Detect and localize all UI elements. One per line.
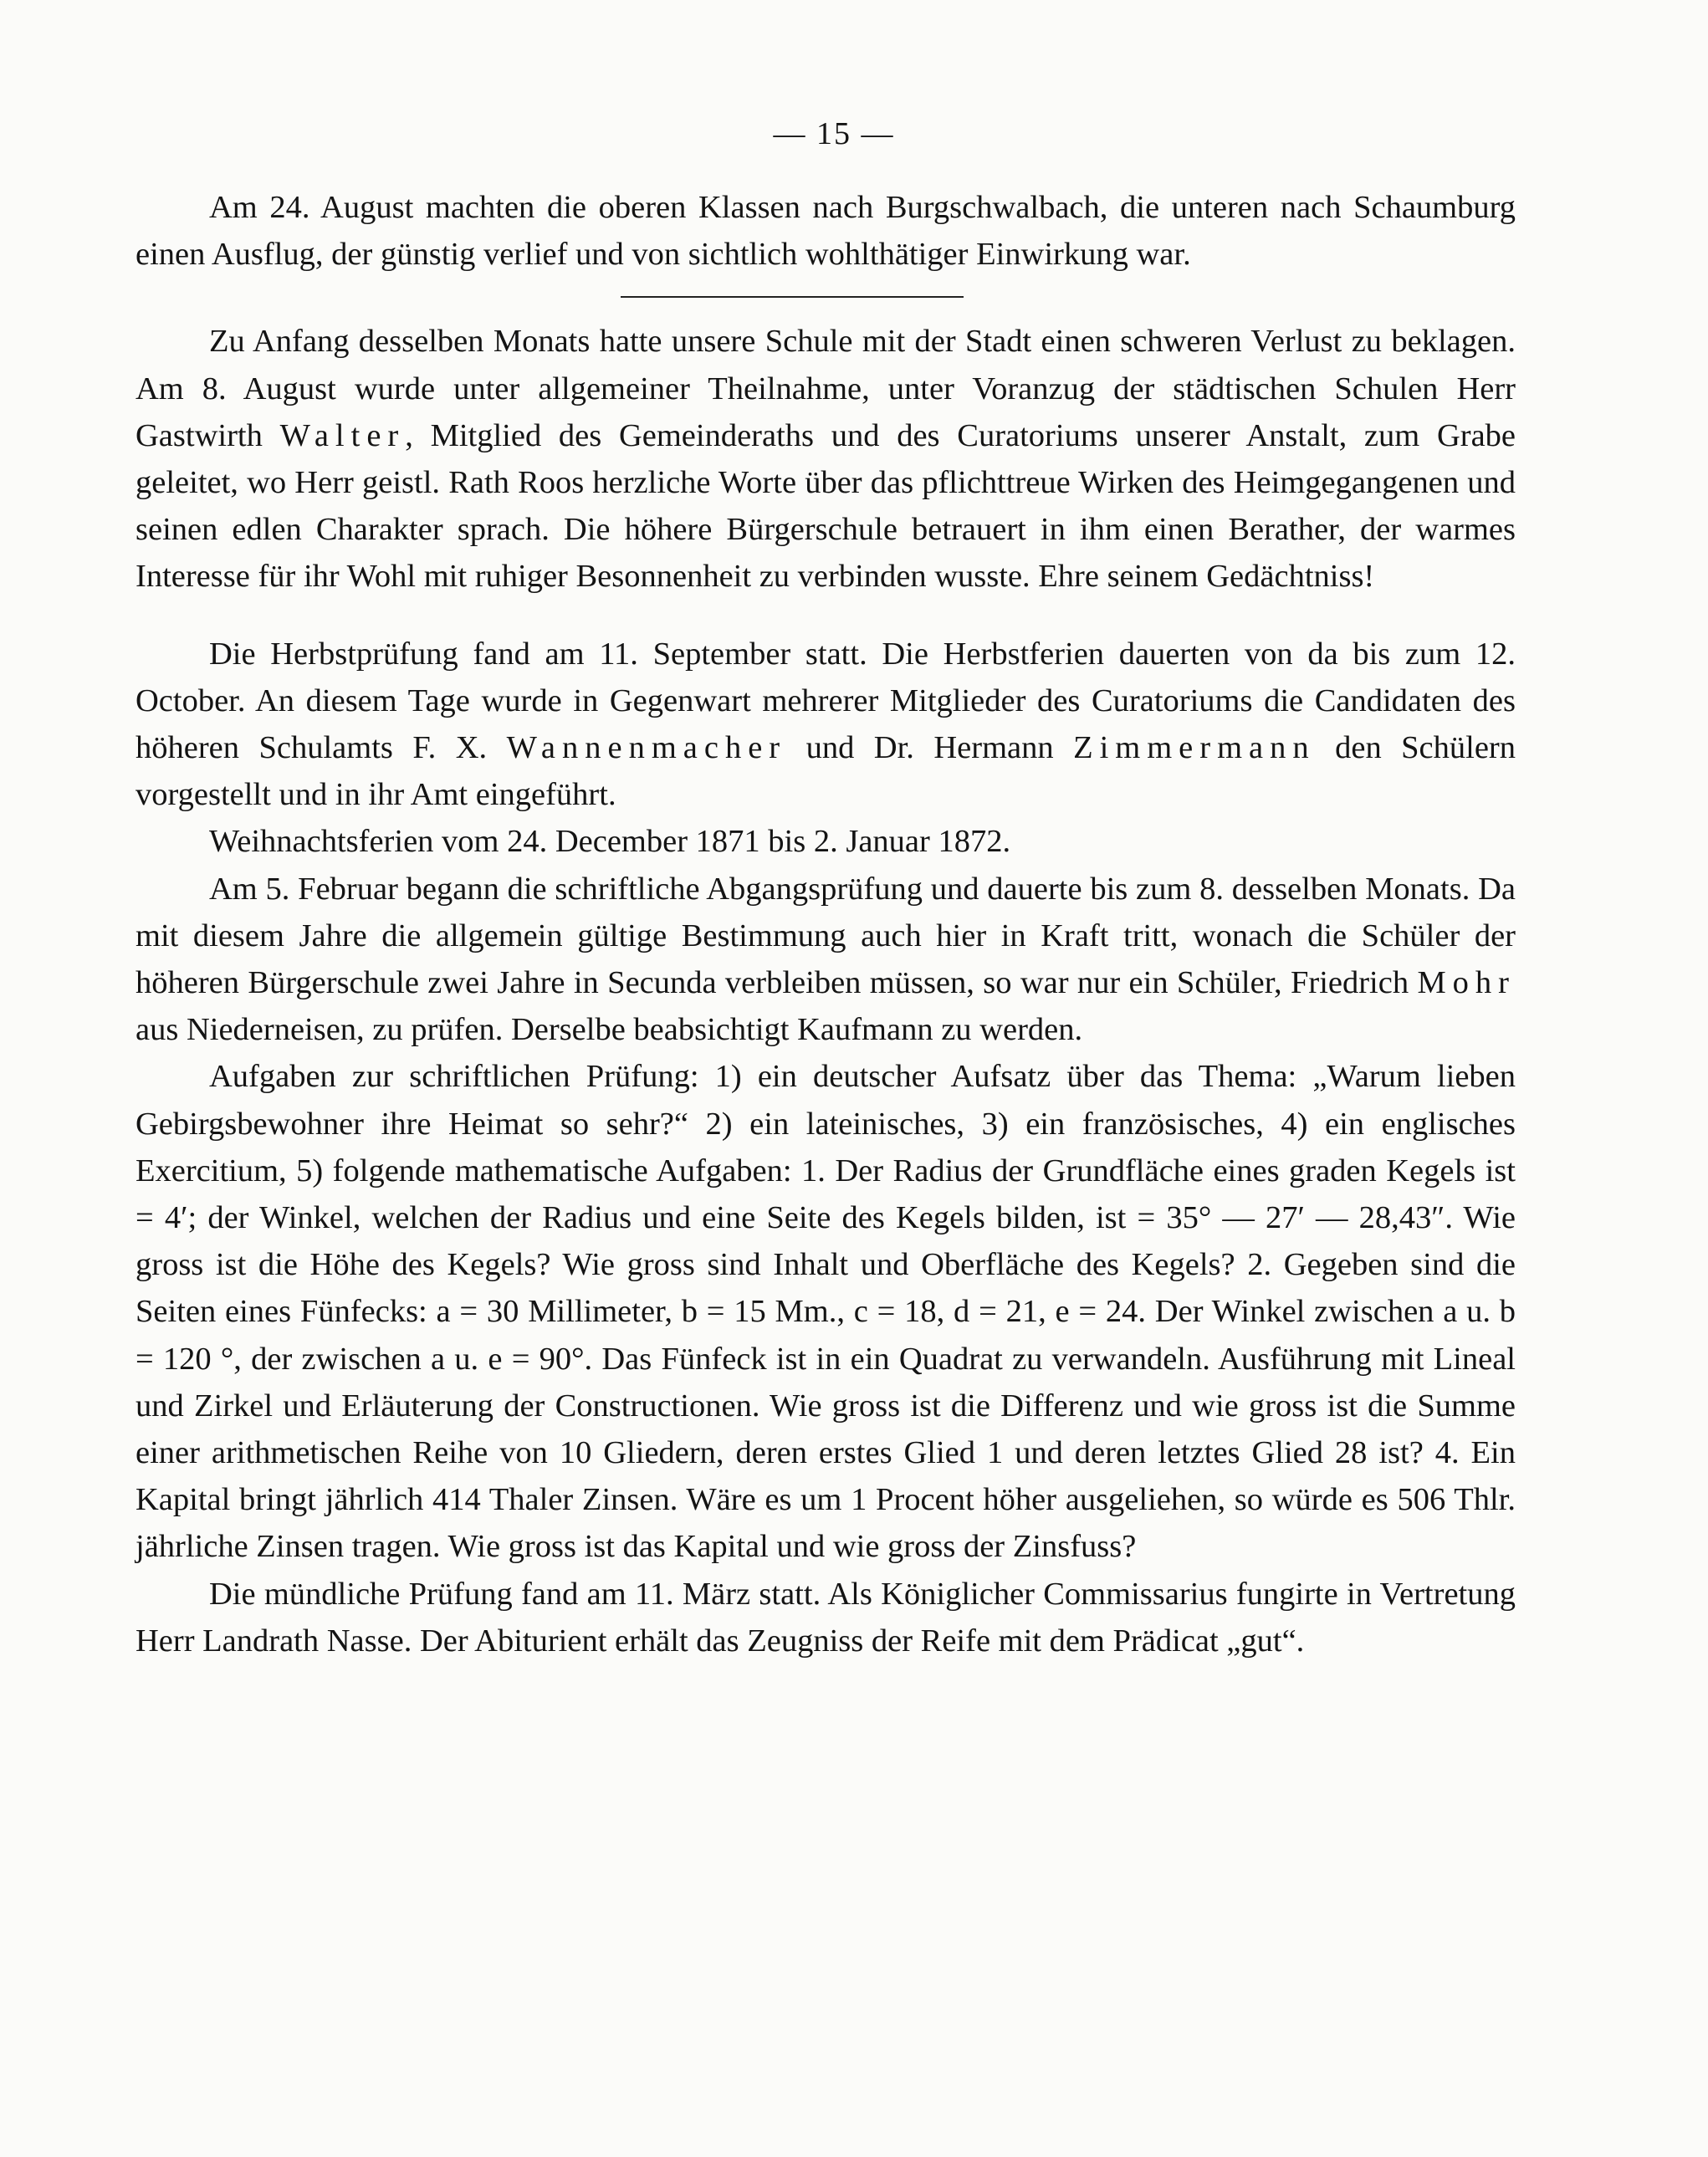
spaced-name-zimmermann: Zimmermann: [1073, 730, 1316, 766]
paragraph-exam-tasks: Aufgaben zur schriftlichen Prüfung: 1) ein deutscher Aufsatz über das Thema: „Warum lieben Gebirgsbewohner ihre Heimat so sehr?“ 2) ein lateinisches, 3) ein französisches, 4) ein englisches Exercitium, 5) folgende mathematische Aufgaben: 1. Der Radius der Grundfläche eines graden Kegels ist = 4′; der Winkel, welchen der Radius und eine Seite des Kegels bilden, ist = 35° — 27′ — 28,43″. Wie gross ist die Höhe des Kegels? Wie gross sind Inhalt und Oberfläche des Kegels? 2. Gegeben sind die Seiten eines Fünfecks: a = 30 Millimeter, b = 15 Mm., c = 18, d = 21, e = 24. Der Winkel zwischen a u. b = 120 °, der zwischen a u. e = 90°. Das Fünfeck ist in ein Quadrat zu verwandeln. Ausführung mit Lineal und Zirkel und Erläuterung der Constructionen. Wie gross ist die Differenz und wie gross ist die Summe einer arithmetischen Reihe von 10 Gliedern, deren erstes Glied 1 und deren letztes Glied 28 ist? 4. Ein Kapital bringt jährlich 414 Thaler Zinsen. Wäre es um 1 Procent höher ausgeliehen, so würde es 506 Thlr. jährliche Zinsen tragen. Wie gross ist das Kapital und wie gross der Zinsfuss?: [136, 1059, 1516, 1565]
paragraph-christmas-holidays: Weihnachtsferien vom 24. December 1871 bis 2. Januar 1872.: [209, 824, 1011, 860]
spaced-name-wannenmacher: Wannenmacher: [506, 730, 787, 766]
paragraph-excursion: Am 24. August machten die oberen Klassen nach Burgschwalbach, die unteren nach Schaumburg einen Ausflug, der günstig verlief und von sichtlich wohlthätiger Einwirkung war.: [136, 190, 1516, 273]
text-segment: aus Niederneisen, zu prüfen. Derselbe beabsichtigt Kaufmann zu werden.: [136, 1012, 1083, 1048]
text-segment: Die Herbstprüfung fand am 11. September statt. Die Herbstferien dauerten von da bis zum 12. October. An diesem Tage wurde in Gegenwart mehrerer Mitglieder des Curatoriums die Candidaten des höheren Schulamts F. X.: [136, 636, 1516, 766]
text-segment: Zu Anfang desselben Monats hatte unsere Schule mit der Stadt einen schweren Verlust zu beklagen. Am 8. August wurde unter allgemeiner Theilnahme, unter Voranzug der städtischen Schulen Herr Gastwirth: [136, 324, 1516, 453]
paragraph-written-exam: [136, 866, 1516, 1054]
paragraph-oral-exam: Die mündliche Prüfung fand am 11. März statt. Als Königlicher Commissarius fungirte in Vertretung Herr Landrath Nasse. Der Abiturient erhält das Zeugniss der Reife mit dem Prädicat „gut“.: [136, 1576, 1516, 1659]
paragraph-autumn-exam: [136, 631, 1516, 819]
text-segment: Am 5. Februar begann die schriftliche Abgangsprüfung und dauerte bis zum 8. desselben Monats. Da mit diesem Jahre die allgemein gültige Bestimmung auch hier in Kraft tritt, wonach die Schüler der höheren Bürgerschule zwei Jahre in Secunda verbleiben müssen, so war nur ein Schüler, Friedrich: [136, 871, 1516, 1001]
text-segment: und Dr. Hermann: [786, 730, 1074, 766]
paragraph-obituary: [136, 318, 1516, 600]
document-page: [136, 117, 1516, 1664]
section-divider: [621, 296, 964, 298]
text-segment: , Mitglied des Gemeinderaths und des Curatoriums unserer Anstalt, zum Grabe geleitet, wo Herr geistl. Rath Roos herzliche Worte über das pflichttreue Wirken des Heimgegangenen und seinen edlen Charakter sprach. Die höhere Bürgerschule betrauert in ihm einen Berather, der warmes Interesse für ihr Wohl mit ruhiger Besonnenheit zu verbinden wusste. Ehre seinem Gedächtniss!: [136, 417, 1516, 595]
text-segment: den Schülern vorgestellt und in ihr Amt eingeführt.: [136, 730, 1516, 813]
spaced-name-mohr: Mohr: [1417, 965, 1516, 1001]
page-number: — 15 —: [773, 116, 895, 151]
spaced-name-walter: Walter: [279, 417, 406, 453]
